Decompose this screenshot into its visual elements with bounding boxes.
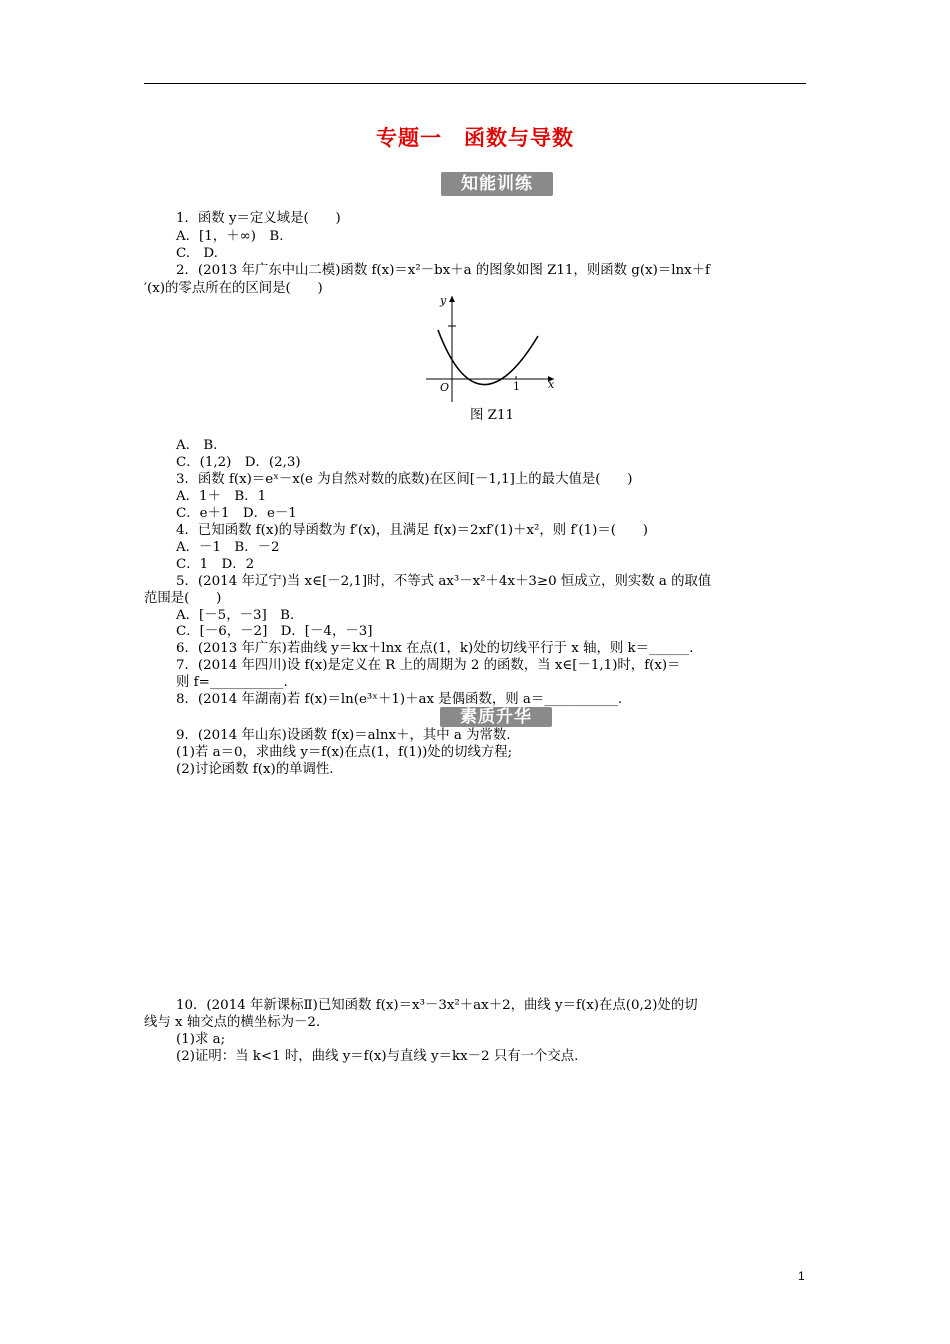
q2-stem-cont: ′(x)的零点所在的区间是( ) bbox=[144, 281, 323, 296]
page-number: 1 bbox=[798, 1269, 805, 1283]
figure-caption: 图 Z11 bbox=[470, 408, 514, 423]
q4-options-cd: C．1 D．2 bbox=[176, 557, 255, 572]
y-axis-arrow-icon bbox=[449, 296, 455, 302]
q3-options-cd: C．e＋1 D．e－1 bbox=[176, 506, 297, 521]
y-axis-label: y bbox=[440, 294, 447, 307]
x-tick-label: 1 bbox=[513, 380, 520, 393]
q9-part1: (1)若 a＝0，求曲线 y＝f(x)在点(1，f(1))处的切线方程; bbox=[176, 745, 513, 760]
q7-stem: 7．(2014 年四川)设 f(x)是定义在 R 上的周期为 2 的函数，当 x∈[－1,1)时，f(x)＝ bbox=[176, 658, 681, 673]
q5-options-cd: C．[－6，－2] D．[－4，－3] bbox=[176, 624, 373, 639]
q2-options-ab: A. B. bbox=[176, 438, 218, 453]
q10-part1: (1)求 a; bbox=[176, 1032, 226, 1047]
q1-stem: 1．函数 y＝定义域是( ) bbox=[176, 211, 341, 226]
q2-options-cd: C．(1,2) D．(2,3) bbox=[176, 455, 301, 470]
q4-options-ab: A．－1 B．－2 bbox=[176, 540, 280, 555]
q7-stem-cont: 则 f=___________. bbox=[176, 675, 288, 690]
q5-options-ab: A．[－5，－3] B. bbox=[176, 608, 295, 623]
q5-stem: 5．(2014 年辽宁)当 x∈[－2,1]时，不等式 ax³－x²＋4x＋3≥0 恒成立，则实数 a 的取值 bbox=[176, 574, 712, 589]
q6-stem: 6．(2013 年广东)若曲线 y＝kx＋lnx 在点(1，k)处的切线平行于 x 轴，则 k＝______. bbox=[176, 641, 694, 656]
x-axis-label: x bbox=[548, 378, 555, 391]
q3-stem: 3．函数 f(x)＝eˣ－x(e 为自然对数的底数)在区间[－1,1]上的最大值是( ) bbox=[176, 472, 633, 487]
q9-stem: 9．(2014 年山东)设函数 f(x)＝alnx＋，其中 a 为常数. bbox=[176, 728, 511, 743]
q2-stem: 2．(2013 年广东中山二模)函数 f(x)＝x²－bx＋a 的图象如图 Z11，则函数 g(x)＝lnx＋f bbox=[176, 263, 711, 278]
q10-stem-cont: 线与 x 轴交点的横坐标为－2. bbox=[144, 1015, 321, 1030]
section-banner-training: 知能训练 bbox=[441, 172, 553, 196]
q10-stem: 10．(2014 年新课标Ⅱ)已知函数 f(x)＝x³－3x²＋ax＋2，曲线 y＝f(x)在点(0,2)处的切 bbox=[176, 998, 698, 1013]
q10-part2: (2)证明：当 k<1 时，曲线 y＝f(x)与直线 y＝kx－2 只有一个交点. bbox=[176, 1049, 579, 1064]
q8-stem: 8．(2014 年湖南)若 f(x)＝ln(e³ˣ＋1)＋ax 是偶函数，则 a＝___________. bbox=[176, 692, 623, 707]
q4-stem: 4．已知函数 f(x)的导函数为 f′(x)，且满足 f(x)＝2xf′(1)＋x²，则 f′(1)＝( ) bbox=[176, 523, 649, 538]
section-banner-advanced: 素质升华 bbox=[440, 707, 552, 727]
parabola-curve bbox=[438, 330, 538, 385]
figure-parabola bbox=[420, 288, 560, 408]
page-title: 专题一 函数与导数 bbox=[376, 126, 574, 150]
q9-part2: (2)讨论函数 f(x)的单调性. bbox=[176, 762, 334, 777]
q1-options-cd: C. D. bbox=[176, 246, 218, 261]
q3-options-ab: A．1＋ B．1 bbox=[176, 489, 267, 504]
header-rule bbox=[144, 83, 806, 84]
q5-stem-cont: 范围是( ) bbox=[144, 591, 222, 606]
q1-options-ab: A．[1，＋∞) B. bbox=[176, 229, 284, 244]
origin-label: O bbox=[440, 381, 450, 394]
